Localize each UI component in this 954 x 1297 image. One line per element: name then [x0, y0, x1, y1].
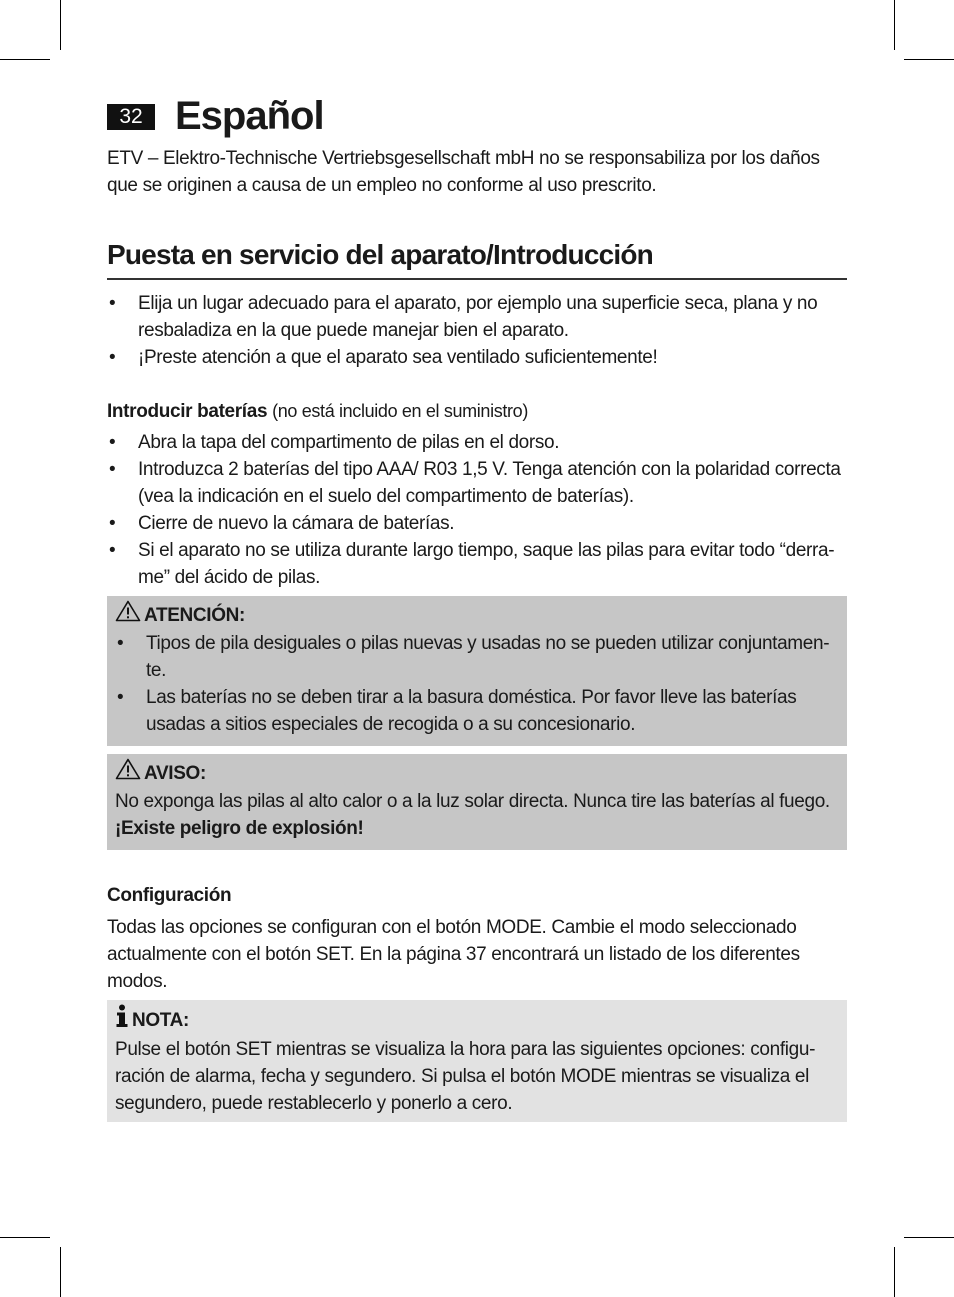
list-item: • Tipos de pila desiguales o pilas nuevas y usadas no se pueden utilizar conjuntamen-te. — [115, 630, 839, 684]
crop-mark — [894, 1247, 895, 1297]
list-item: • Abra la tapa del compartimento de pilas en el dorso. — [107, 429, 847, 456]
crop-mark — [0, 59, 50, 60]
info-icon — [115, 1004, 132, 1036]
batteries-heading-note: (no está incluido en el suministro) — [272, 401, 528, 421]
intro-paragraph: ETV – Elektro-Technische Vertriebsgesellschaft mbH no se responsabiliza por los daños que se originen a causa de un empleo no conforme al uso prescrito. — [107, 148, 820, 196]
warning-triangle-icon — [115, 600, 144, 630]
warning-title-row — [115, 758, 839, 788]
crop-mark — [894, 0, 895, 50]
crop-mark — [0, 1237, 50, 1238]
crop-mark — [60, 1247, 61, 1297]
warning-emphasis: ¡Existe peligro de explosión! — [115, 818, 364, 839]
attention-title: ATENCIÓN: — [144, 604, 245, 626]
crop-mark — [904, 59, 954, 60]
list-item: • Las baterías no se deben tirar a la basura doméstica. Por favor lleve las baterías usadas a sitios especiales de recogida o a su concesionario. — [115, 684, 839, 738]
setup-list — [107, 290, 847, 371]
note-box — [107, 1000, 847, 1122]
warning-box — [107, 754, 847, 850]
language-title: Español — [175, 94, 324, 138]
note-text: Pulse el botón SET mientras se visualiza la hora para las siguientes opciones: configu-ración de alarma, fecha y segundero. Si pulsa el botón MODE mientras se visualiza el segundero, puede restablecerlo y ponerlo a cero. — [115, 1039, 816, 1114]
attention-list — [115, 630, 839, 738]
list-item: • Si el aparato no se utiliza durante largo tiempo, saque las pilas para evitar todo “derra-me” del ácido de pilas. — [107, 537, 847, 591]
note-title-row — [115, 1004, 839, 1036]
attention-title-row — [115, 600, 839, 630]
page-number: 32 — [107, 104, 155, 130]
batteries-subheading — [107, 398, 847, 425]
note-title: NOTA: — [132, 1009, 189, 1031]
warning-title: AVISO: — [144, 762, 206, 784]
crop-mark — [904, 1237, 954, 1238]
list-item: • Elija un lugar adecuado para el aparato, por ejemplo una superficie seca, plana y no resbaladiza en la que puede manejar bien el aparato. — [107, 290, 847, 344]
warning-triangle-icon — [115, 758, 144, 788]
configuration-paragraph: Todas las opciones se configuran con el botón MODE. Cambie el modo seleccionado actualmente con el botón SET. En la página 37 encontrará un listado de los diferentes modos. — [107, 917, 800, 992]
section-heading: Puesta en servicio del aparato/Introducción — [107, 236, 847, 280]
batteries-list — [107, 429, 847, 591]
warning-text: No exponga las pilas al alto calor o a la luz solar directa. Nunca tire las baterías al fuego. — [115, 791, 830, 812]
list-item: • ¡Preste atención a que el aparato sea ventilado suficientemente! — [107, 344, 847, 371]
batteries-heading: Introducir baterías — [107, 401, 268, 422]
list-item: • Cierre de nuevo la cámara de baterías. — [107, 510, 847, 537]
list-item: • Introduzca 2 baterías del tipo AAA/ R03 1,5 V. Tenga atención con la polaridad correcta (vea la indicación en el suelo del compartimento de baterías). — [107, 456, 847, 510]
crop-mark — [60, 0, 61, 50]
configuration-heading: Configuración — [107, 885, 232, 906]
attention-box — [107, 596, 847, 746]
